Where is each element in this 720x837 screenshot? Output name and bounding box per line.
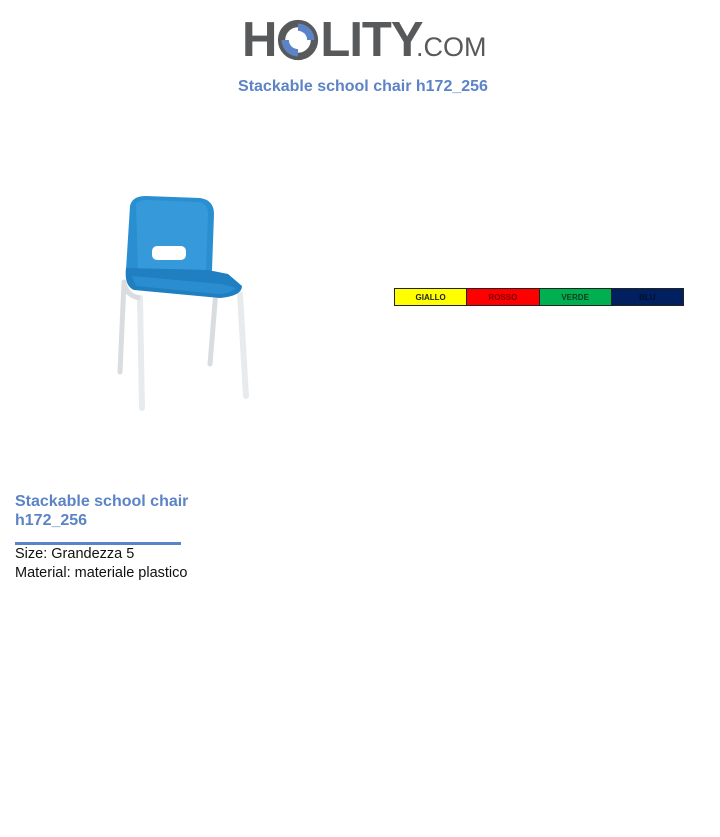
spec-material [15,564,187,583]
spec-material-label: Material: [15,565,71,581]
logo-wordmark [242,12,423,68]
swatch-blu[interactable] [612,289,683,305]
logo-letters-lity: LITY [320,13,423,67]
product-title: Stackable school chair h172_256 [15,493,189,529]
page-title: Stackable school chair h172_256 [238,78,488,95]
logo-o-icon [277,17,319,63]
spec-material-value: materiale plastico [74,565,188,581]
spec-size [15,545,134,564]
swatch-label: ROSSO [488,292,518,302]
swatch-label: BLU [639,292,656,302]
swatch-label: GIALLO [415,292,446,302]
swatch-giallo[interactable] [395,289,467,305]
logo-suffix: .COM [416,32,487,62]
swatch-rosso[interactable] [467,289,539,305]
color-swatch-bar [394,288,684,306]
spec-size-value: Grandezza 5 [51,546,135,562]
swatch-label: VERDE [561,292,589,302]
logo-letter-h: H [242,13,277,67]
holity-logo[interactable] [242,12,487,68]
spec-size-label: Size: [15,546,48,562]
blue-plastic-chair-image [110,190,260,418]
swatch-verde[interactable] [540,289,612,305]
